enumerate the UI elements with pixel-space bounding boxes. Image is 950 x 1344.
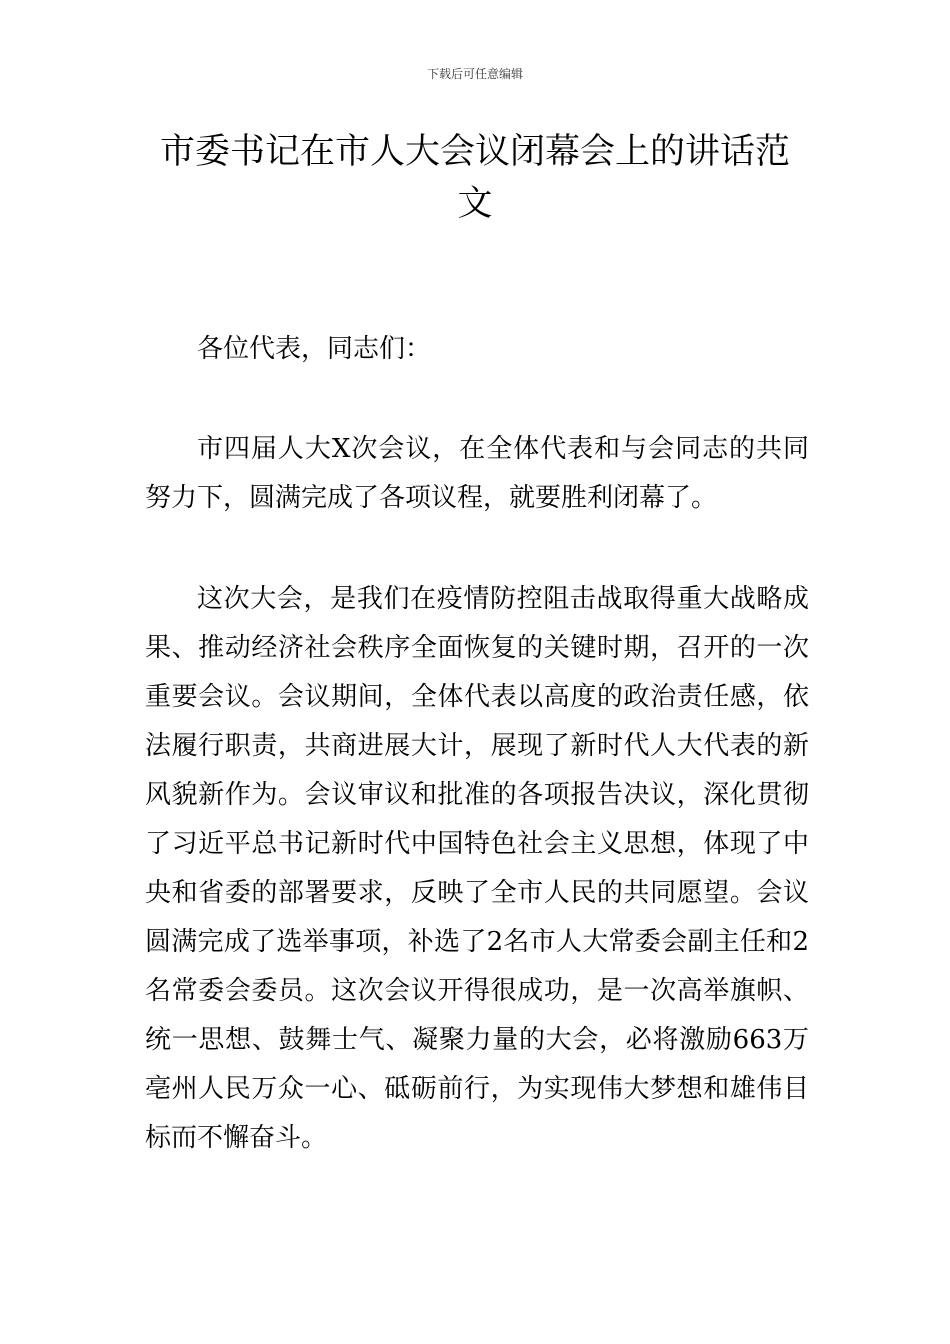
- document-title: 市委书记在市人大会议闭幕会上的讲话范文: [159, 132, 790, 224]
- salutation: 各位代表，同志们：: [197, 334, 432, 364]
- page-header-note: 下载后可任意编辑: [426, 67, 523, 81]
- paragraph-1: 市四届人大X次会议，在全体代表和与会同志的共同努力下，圆满完成了各项议程，就要胜利闭幕了。: [145, 434, 809, 513]
- paragraph-2: 这次大会，是我们在疫情防控阻击战取得重大战略成果、推动经济社会秩序全面恢复的关键时期，召开的一次重要会议。会议期间，全体代表以高度的政治责任感，依法履行职责，共商进展大计，展现了新时代人大代表的新风貌新作为。会议审议和批准的各项报告决议，深化贯彻了习近平总书记新时代中国特色社会主义思想，体现了中央和省委的部署要求，反映了全市人民的共同愿望。会议圆满完成了选举事项，补选了2名市人大常委会副主任和2名常委会委员。这次会议开得很成功，是一次高举旗帜、统一思想、鼓舞士气、凝聚力量的大会，必将激励663万亳州人民万众一心、砥砺前行，为实现伟大梦想和雄伟目标而不懈奋斗。: [145, 584, 809, 1153]
